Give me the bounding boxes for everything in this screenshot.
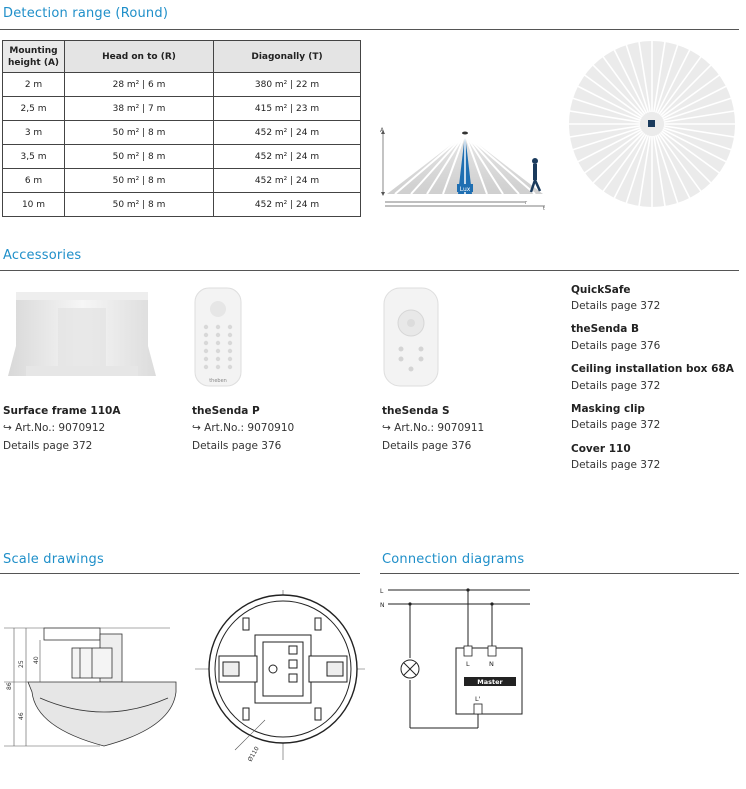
cell-head-on: 50 m² | 8 m [65,193,214,217]
connection-rule [380,573,739,574]
side-details-cover: Details page 372 [571,459,661,471]
side-item-ceiling-box: Ceiling installation box 68A [571,363,734,375]
line-n-label: N [380,602,385,609]
side-details-quicksafe: Details page 372 [571,300,661,312]
cell-height: 2 m [3,73,65,97]
lux-label: Lux [459,186,471,193]
thesenda-p-image [194,287,242,387]
table-row [3,121,361,145]
remote-button [228,349,232,353]
person-icon [531,158,540,192]
side-details-masking-clip: Details page 372 [571,419,661,431]
accessory-name-thesenda-p: theSenda P [192,405,260,417]
cell-head-on: 50 m² | 8 m [65,145,214,169]
cell-diagonal: 380 m² | 22 m [214,73,361,97]
accessory-name-surface-frame: Surface frame 110A [3,405,121,417]
a-label: A [380,127,385,134]
remote-button [204,349,208,353]
cell-head-on: 50 m² | 8 m [65,121,214,145]
header-diagonally: Diagonally (T) [214,41,361,73]
dim-diameter: Ø110 [246,745,261,763]
cell-height: 6 m [3,169,65,193]
cell-diagonal: 415 m² | 23 m [214,97,361,121]
accessory-name-thesenda-s: theSenda S [382,405,450,417]
cell-head-on: 38 m² | 7 m [65,97,214,121]
header-head-on: Head on to (R) [65,41,214,73]
scale-title: Scale drawings [3,552,104,567]
link-arrow-icon: ↪ [3,422,12,434]
side-item-thesenda-b: theSenda B [571,323,640,335]
terminal-l-label: L [466,660,470,668]
cell-diagonal: 452 m² | 24 m [214,121,361,145]
master-label: Master [477,678,503,686]
scale-rule [0,573,360,574]
remote-button [228,325,232,329]
dim-40: 40 [33,656,40,664]
detection-table [2,40,361,217]
sensor-icon [648,120,655,127]
accessory-details-thesenda-p: Details page 376 [192,440,282,452]
connection-diagram [378,580,538,740]
thesenda-s-image [383,287,439,387]
terminal-lprime-label: L' [475,695,481,703]
t-label: t [543,206,545,212]
accessory-art-thesenda-p[interactable]: ↪ Art.No.: 9070910 [192,422,295,434]
detection-top-diagram [567,40,737,210]
remote-button [204,341,208,345]
accessory-details-thesenda-s: Details page 376 [382,440,472,452]
remote-button [216,341,220,345]
side-item-quicksafe: QuickSafe [571,284,631,296]
link-arrow-icon: ↪ [192,422,201,434]
remote-button [228,365,232,369]
table-row [3,73,361,97]
table-row [3,97,361,121]
accessory-art-surface-frame[interactable]: ↪ Art.No.: 9070912 [3,422,106,434]
side-item-masking-clip: Masking clip [571,403,645,415]
remote-button [204,325,208,329]
accessories-title: Accessories [3,248,82,263]
table-row [3,193,361,217]
cell-height: 10 m [3,193,65,217]
side-details-ceiling-box: Details page 372 [571,380,661,392]
cell-diagonal: 452 m² | 24 m [214,169,361,193]
surface-frame-image [6,288,158,384]
cell-height: 2,5 m [3,97,65,121]
line-l-label: L [380,588,384,595]
remote-button [228,341,232,345]
remote-button [228,333,232,337]
table-header-row [3,41,361,73]
detection-side-diagram [375,120,550,212]
dim-46: 46 [18,712,25,720]
cell-height: 3,5 m [3,145,65,169]
side-item-cover: Cover 110 [571,443,631,455]
connection-title: Connection diagrams [382,552,525,567]
link-arrow-icon: ↪ [382,422,391,434]
remote-brand-p: theben [209,378,227,384]
accessories-rule [0,270,739,271]
remote-dpad [210,301,226,317]
remote-button [216,365,220,369]
accessory-art-thesenda-s[interactable]: ↪ Art.No.: 9070911 [382,422,485,434]
scale-top-drawing [195,590,365,770]
table-row [3,169,361,193]
remote-button [204,357,208,361]
remote-button [216,333,220,337]
scale-side-drawing [0,622,185,757]
accessory-details-surface-frame: Details page 372 [3,440,93,452]
cell-diagonal: 452 m² | 24 m [214,145,361,169]
terminal-n-label: N [489,660,494,668]
header-mounting-height: Mounting height (A) [3,41,65,73]
cell-height: 3 m [3,121,65,145]
dim-25: 25 [18,660,25,668]
r-label: r [525,200,528,206]
detection-rule [0,29,739,30]
dim-86: 86 [6,682,13,690]
remote-button [216,357,220,361]
side-details-thesenda-b: Details page 376 [571,340,661,352]
remote-button [204,365,208,369]
cell-diagonal: 452 m² | 24 m [214,193,361,217]
remote-button [216,325,220,329]
remote-button [228,357,232,361]
cell-head-on: 50 m² | 8 m [65,169,214,193]
table-row [3,145,361,169]
cell-head-on: 28 m² | 6 m [65,73,214,97]
detection-title: Detection range (Round) [3,6,169,21]
remote-button [204,333,208,337]
remote-button [216,349,220,353]
